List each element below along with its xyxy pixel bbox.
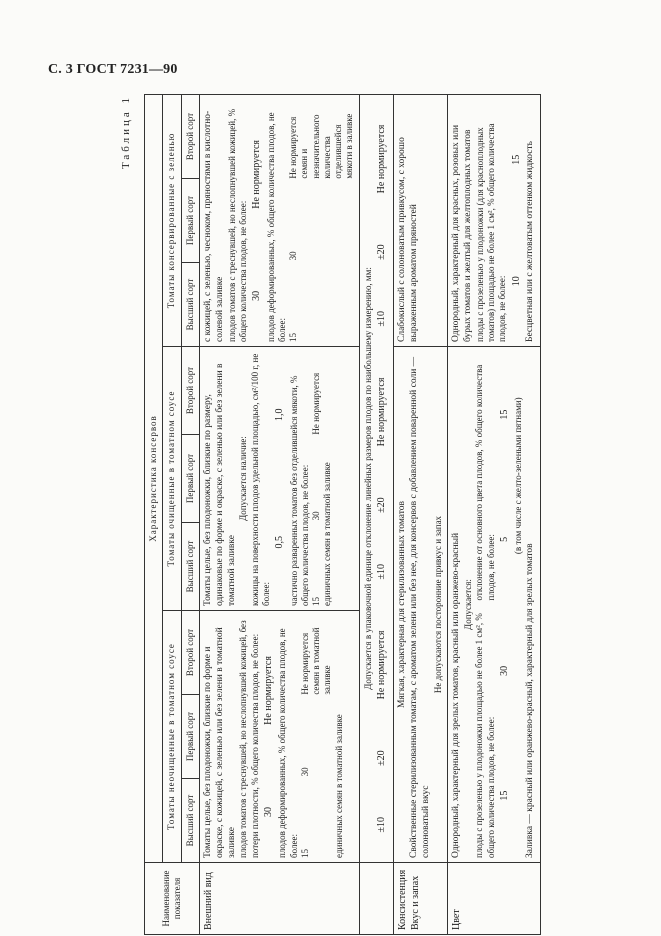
row-label-appearance: Внешний вид	[199, 863, 359, 935]
appearance-g3-text: с кожицей, с зеленью, чесноком, пряностями в кислотно-солевой заливке	[202, 110, 225, 342]
appearance-g2-allowed: кожицы на поверхности плодов удельной площадью, см²/100 г, не более:	[249, 353, 271, 606]
group-header-1: Томаты неочищенные в томатном соусе	[163, 611, 181, 863]
value: 30	[288, 251, 298, 261]
size-text: Допускается в упаковочной единице отклонение линейных размеров плодов по наибольшему измерению, мм:	[362, 267, 373, 690]
table-caption: Таблица 1	[120, 95, 132, 170]
color-g3	[448, 94, 541, 346]
appearance-g2	[199, 347, 359, 611]
value: 15	[510, 154, 522, 165]
rotated-table-region	[120, 95, 661, 935]
value: 30	[498, 665, 510, 676]
value: Не нормируется	[311, 372, 322, 435]
value: Не нормируется	[375, 630, 387, 700]
header-characteristic: Характеристика консервов	[145, 94, 163, 862]
value: 30	[311, 511, 322, 521]
grade-header: Высший сорт	[181, 779, 199, 863]
spec-table	[144, 94, 541, 935]
color-allowed: Допускается:	[463, 579, 473, 630]
group-header-2: Томаты очищенные в томатном соусе	[163, 347, 181, 611]
value: ±10	[375, 816, 387, 833]
value: Не нормируется	[262, 656, 274, 725]
value: Не нормируется	[251, 140, 262, 209]
value: 15	[311, 597, 322, 606]
value: 1,0	[274, 408, 286, 421]
value: ±10	[375, 311, 387, 327]
appearance-g2-allowed-title: Допускается наличие:	[238, 436, 249, 521]
value: ±20	[375, 750, 387, 766]
value: Не нормируется семян в томатной заливке	[299, 627, 333, 695]
row-label-color: Цвет	[448, 863, 541, 935]
color-text: Однородный, характерный для зрелых томатов, красный или оранжево-красный	[451, 532, 462, 858]
appearance-g2-text: Томаты целые, без плодоножки, близкие по размеру, одинаковые по форме и окраске, с зеленью или без зелени в томатной заливке	[202, 363, 237, 606]
appearance-g1-allowed: плодов томатов с треснувшей, но неслопнувшей кожицей, без потери плотности, % общего количества плодов, не более:	[238, 620, 260, 858]
color-fill: Заливка — красный или оранжево-красный, характерный для зрелых томатов	[524, 543, 535, 858]
appearance-g3-deformed: плодов деформированных, % общего количества плодов, не более:	[265, 112, 287, 342]
appearance-g3-allowed: плодов томатов с треснувшей, но неслопнувшей кожицей, % общего количества плодов, не более:	[226, 108, 248, 342]
value: 30	[299, 767, 310, 777]
value: ±20	[375, 244, 387, 260]
value: 10	[510, 276, 522, 287]
value: 0,5	[274, 536, 286, 549]
size-row	[359, 94, 394, 862]
color-g1-spot: плоды с прозеленью у плодоножки площадью не более 1 см², % общего количества плодов, не более:	[474, 613, 496, 858]
value: ±20	[375, 497, 387, 513]
grade-header: Первый сорт	[181, 179, 199, 263]
grade-header: Первый сорт	[181, 695, 199, 779]
grade-header: Высший сорт	[181, 263, 199, 347]
row-label-empty	[359, 863, 394, 935]
taste-g12	[394, 347, 448, 863]
grade-header: Первый сорт	[181, 435, 199, 523]
row-label-consistency: Консистенция	[397, 869, 409, 930]
grade-header: Второй сорт	[181, 94, 199, 178]
grade-header: Второй сорт	[181, 611, 199, 695]
value: 15	[498, 790, 510, 801]
appearance-g1	[199, 611, 359, 863]
row-label-consistency-taste	[394, 863, 448, 935]
color-g3-spot: плоды с прозеленью у плодоножки (для красноплодных томатов) площадью не более 1 см², % общего количества плодов, не более:	[474, 123, 508, 342]
color-g2-note: (в том числе с желто-зелеными пятнами)	[513, 397, 524, 555]
taste-g3: Слабокислый с солоноватым привкусом, с хорошо выраженным ароматом пряностей	[394, 94, 448, 346]
value: 30	[251, 290, 262, 301]
header-name: Наименование показателя	[145, 863, 200, 935]
row-label-taste: Вкус и запах	[409, 875, 421, 930]
color-g3-text: Однородный, характерный для красных, розовых или бурых томатов и желтый для желтоплодных томатов	[451, 124, 473, 342]
grade-header: Высший сорт	[181, 523, 199, 611]
color-g12	[448, 347, 541, 863]
grade-header: Второй сорт	[181, 347, 199, 435]
value: 15	[288, 333, 298, 342]
appearance-g1-seeds: единичных семян в томатной заливке	[333, 714, 344, 858]
page-title: С. 3 ГОСТ 7231—90	[48, 62, 178, 77]
appearance-g2-seeds: единичных семян в томатной заливке	[322, 462, 333, 606]
color-g3-fill: Бесцветная или с желтоватым оттенком жидкость	[525, 141, 536, 342]
value: ±10	[375, 563, 387, 580]
appearance-g1-text: Томаты целые, без плодоножки, близкие по форме и окраске, с кожицей, с зеленью или без зелени в томатной заливке	[202, 627, 237, 858]
consistency-text: Мягкая, характерная для стерилизованных томатов	[397, 500, 408, 709]
taste-note: Не допускаются посторонние привкус и запах	[432, 515, 443, 694]
appearance-g1-deformed: плодов деформированных, % общего количества плодов, не более:	[277, 628, 299, 858]
value: 5	[498, 536, 510, 542]
appearance-g3	[199, 94, 359, 346]
color-g2-spot: отклонение от основного цвета плодов, % общего количества плодов, не более:	[474, 364, 496, 601]
value: 30	[262, 806, 274, 817]
value: Не нормируется	[375, 124, 387, 194]
taste-text: Свойственные стерилизованным томатам, с ароматом зелени или без нее, для консервов с добавлением поваренной соли — солоноватый вкус	[409, 356, 431, 858]
value: Не нормируется семян и незначительного количества отделившейся мякоти в заливке	[288, 113, 355, 179]
value: 15	[299, 849, 310, 858]
value: 15	[498, 409, 510, 420]
appearance-g2-cut: частично разваренных томатов без отделившейся мякоти, % общего количества плодов, не более:	[288, 375, 310, 606]
group-header-3: Томаты консервированные с зеленью	[163, 94, 181, 346]
value: Не нормируется	[375, 377, 387, 447]
